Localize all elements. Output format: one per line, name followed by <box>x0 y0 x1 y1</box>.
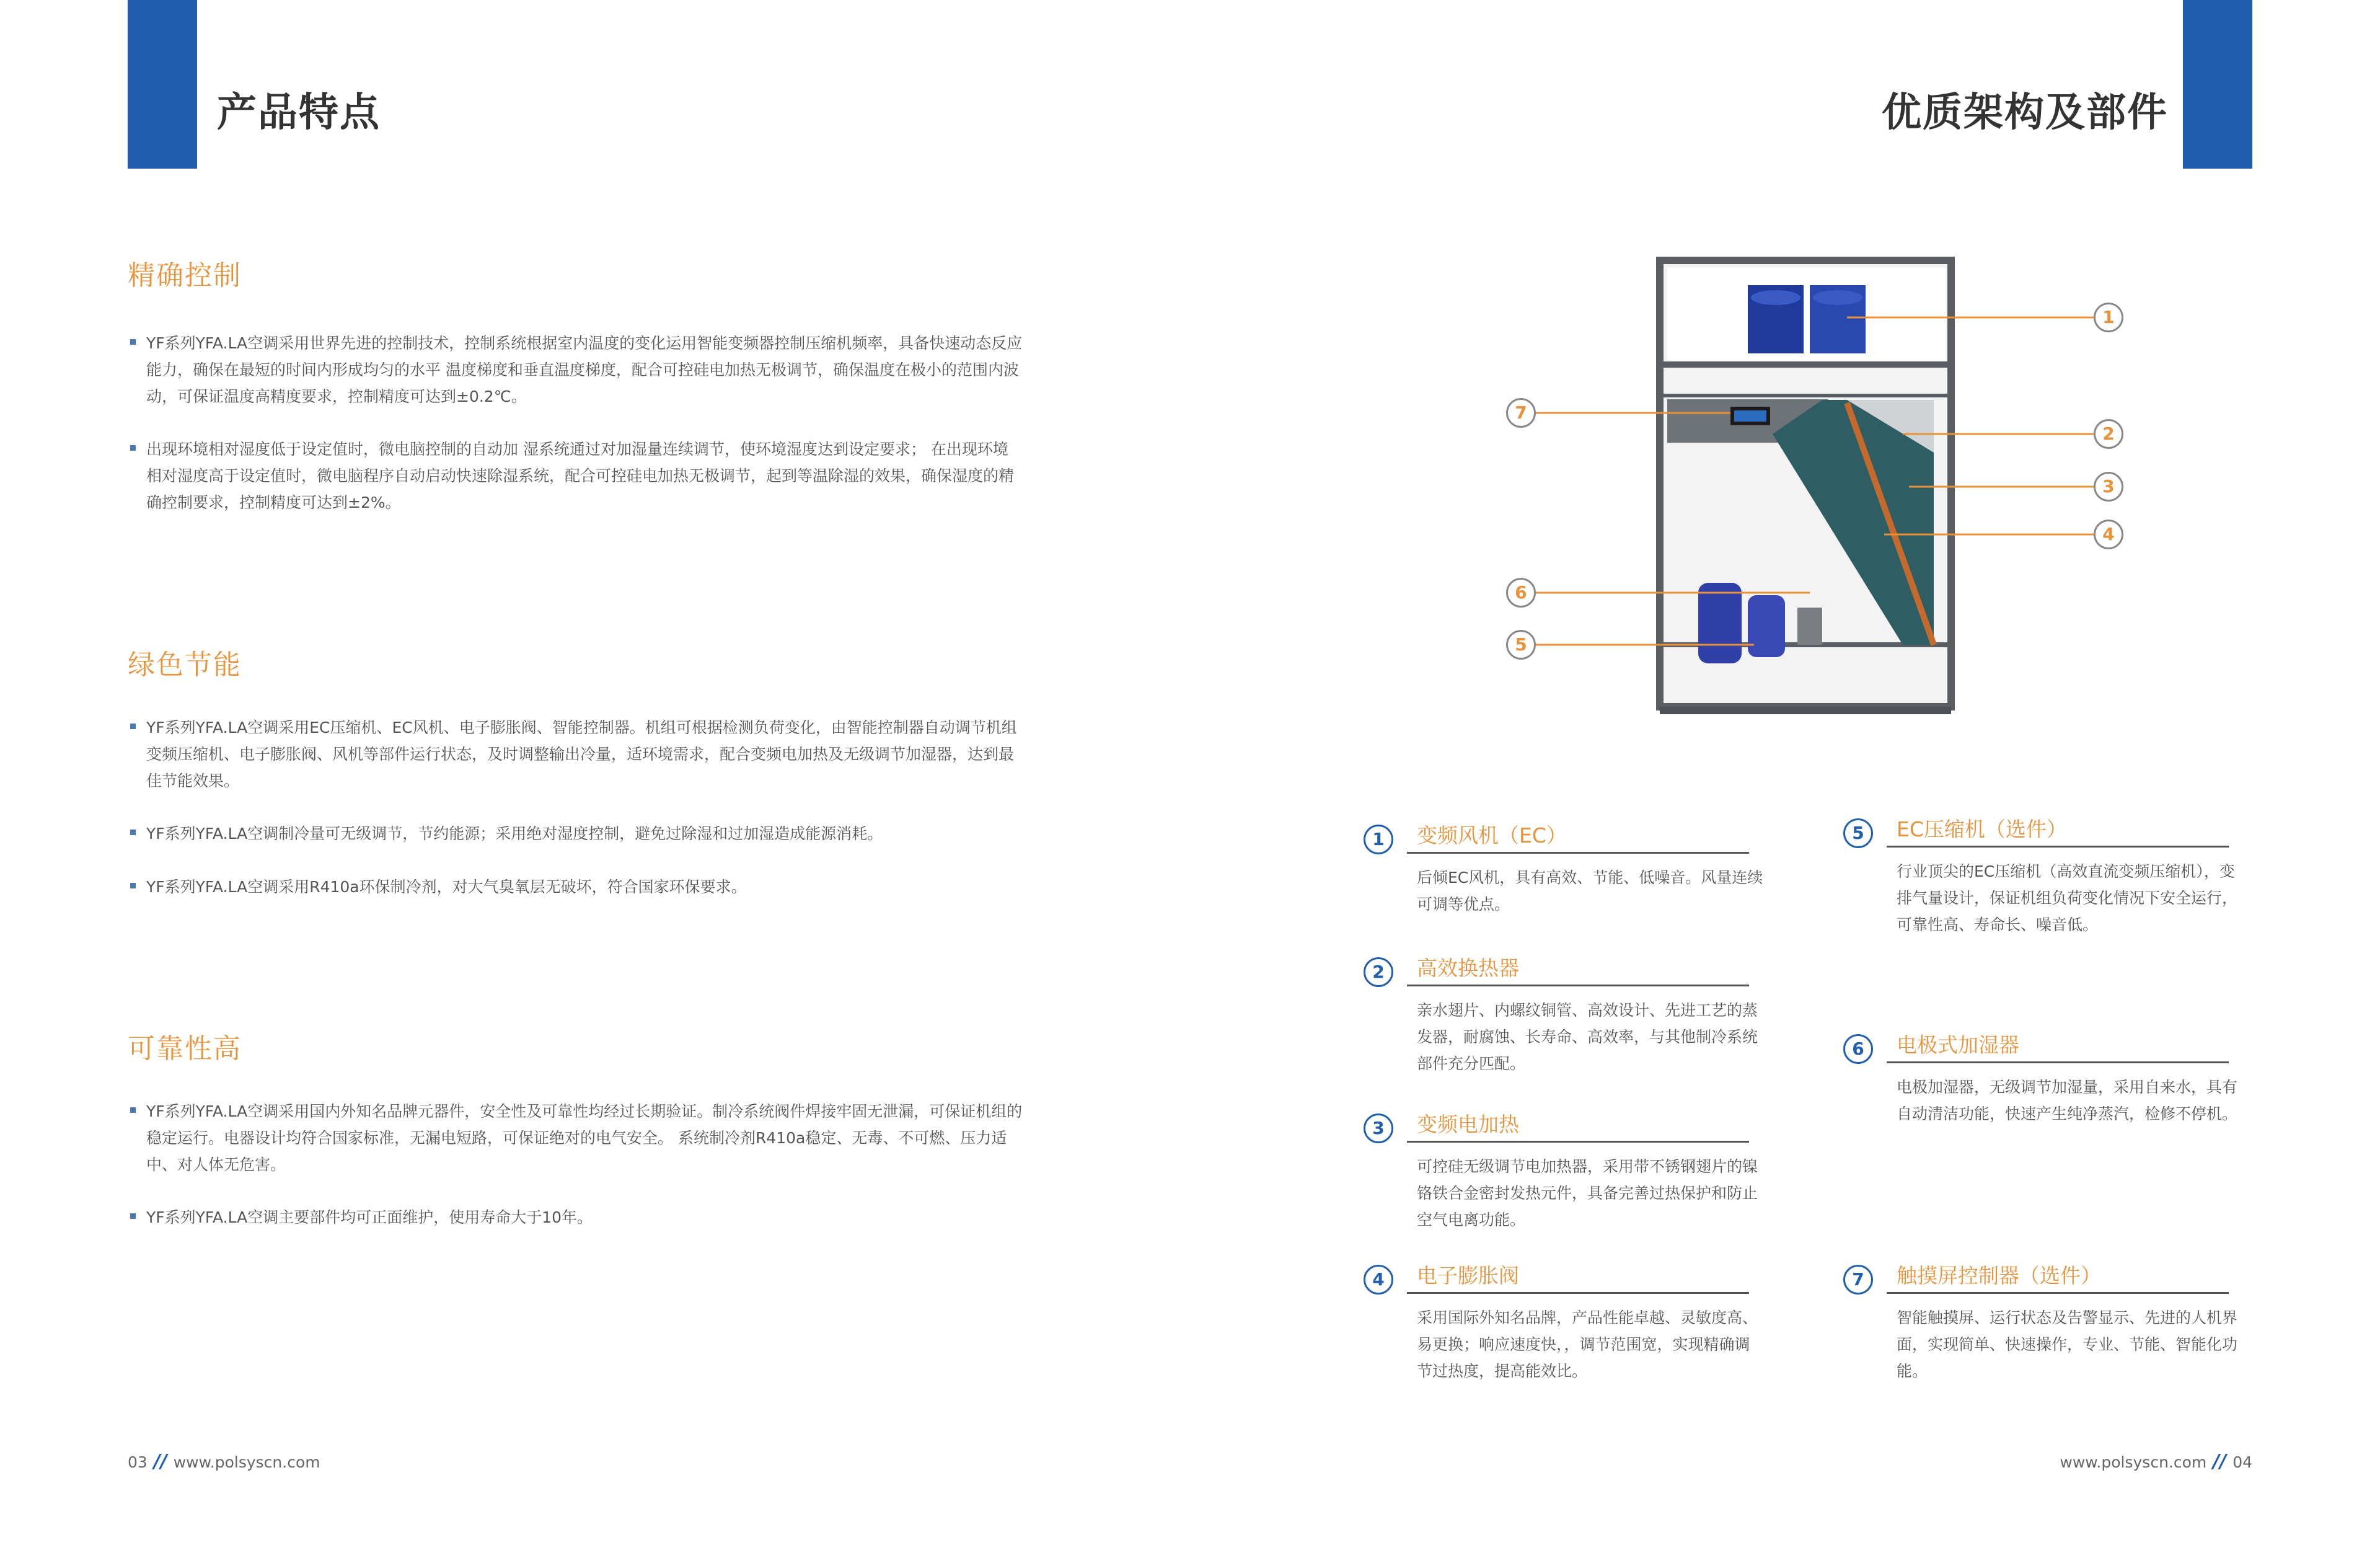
left-footer <box>128 1451 320 1472</box>
left-page-title: 产品特点 <box>217 90 381 136</box>
number-3-icon: 3 <box>1364 1113 1393 1143</box>
number-5-icon: 5 <box>1843 818 1873 848</box>
number-1-icon: 1 <box>1364 825 1393 854</box>
callout-5: 5 <box>1506 630 1536 660</box>
paragraph: YF系列YFA.LA空调采用EC压缩机、EC风机、电子膨胀阀、智能控制器。机组可根据检测负荷变化，由智能控制器自动调节机组变频压缩机、电子膨胀阀、风机等部件运行状态，及时调整输出冷量，适环境需求，配合变频电加热及无级调节加湿器，达到最佳节能效果。 <box>130 714 1023 794</box>
paragraph: YF系列YFA.LA空调制冷量可无级调节，节约能源；采用绝对湿度控制，避免过除湿和过加湿造成能源消耗。 <box>130 820 1023 847</box>
feature-title: 电子膨胀阀 <box>1417 1264 1519 1288</box>
paragraph: YF系列YFA.LA空调采用R410a环保制冷剂，对大气臭氧层无破坏，符合国家环保要求。 <box>130 874 1023 900</box>
feature-title: EC压缩机（选件） <box>1897 817 2067 841</box>
divider <box>1407 1141 1749 1143</box>
left-blue-tab <box>128 0 197 169</box>
feature-desc: 可控硅无级调节电加热器，采用带不锈钢翅片的镍铬铁合金密封发热元件，具备完善过热保护和防止空气电离功能。 <box>1417 1158 1758 1229</box>
page-number: 03 <box>128 1453 148 1471</box>
footer-url[interactable]: www.polsyscn.com <box>2060 1453 2207 1471</box>
feature-title: 触摸屏控制器（选件） <box>1897 1264 2101 1288</box>
feature-desc: 智能触摸屏、运行状态及告警显示、先进的人机界面，实现简单、快速操作，专业、节能、智能化功能。 <box>1897 1309 2238 1380</box>
bullet-icon <box>130 339 136 345</box>
right-blue-tab <box>2183 0 2252 169</box>
bullet-icon <box>130 1107 136 1113</box>
paragraph: 出现环境相对湿度低于设定值时，微电脑控制的自动加 湿系统通过对加湿量连续调节，使环境湿度达到设定要求； 在出现环境相对湿度高于设定值时，微电脑程序自动启动快速除湿系统，配合可控硅电加热无极调节，起到等温除湿的效果，确保湿度的精确控制要求，控制精度可达到±2%。 <box>130 436 1023 516</box>
air-conditioner-illustration <box>1475 248 2157 732</box>
divider <box>1407 1292 1749 1294</box>
section-title-precise-control: 精确控制 <box>128 260 242 291</box>
bullet-icon <box>130 830 136 835</box>
machine-svg <box>1475 248 2157 732</box>
feature-desc: 后倾EC风机，具有高效、节能、低噪音。风量连续可调等优点。 <box>1417 869 1763 913</box>
feature-desc: 采用国际外知名品牌，产品性能卓越、灵敏度高、易更换；响应速度快，，调节范围宽，实现精确调节过热度，提高能效比。 <box>1417 1309 1758 1380</box>
divider <box>1407 985 1749 986</box>
paragraph: YF系列YFA.LA空调采用国内外知名品牌元器件，安全性及可靠性均经过长期验证。制冷系统阀件焊接牢固无泄漏，可保证机组的稳定运行。电器设计均符合国家标准，无漏电短路，可保证绝对的电气安全。 系统制冷剂R410a稳定、无毒、不可燃、压力适中、对人体无危害。 <box>130 1098 1023 1178</box>
feature-title: 高效换热器 <box>1417 956 1519 980</box>
section-title-reliability: 可靠性高 <box>128 1033 242 1065</box>
right-footer <box>2060 1451 2252 1472</box>
divider <box>1887 1292 2229 1294</box>
feature-desc: 电极加湿器，无级调节加湿量，采用自来水，具有自动清洁功能，快速产生纯净蒸汽，检修不停机。 <box>1897 1078 2238 1123</box>
divider <box>1407 852 1749 854</box>
callout-4: 4 <box>2094 520 2123 549</box>
paragraph: YF系列YFA.LA空调采用世界先进的控制技术，控制系统根据室内温度的变化运用智能变频器控制压缩机频率，具备快速动态反应能力，确保在最短的时间内形成均匀的水平 温度梯度和垂直温度梯度，配合可控硅电加热无极调节，确保温度在极小的范围内波动，可保证温度高精度要求，控制精度可达到±0.2℃。 <box>130 330 1023 410</box>
bullet-icon <box>130 883 136 888</box>
callout-2: 2 <box>2094 419 2123 449</box>
feature-desc: 亲水翅片、内螺纹铜管、高效设计、先进工艺的蒸发器，耐腐蚀、长寿命、高效率，与其他制冷系统部件充分匹配。 <box>1417 1001 1758 1073</box>
number-4-icon: 4 <box>1364 1265 1393 1295</box>
number-2-icon: 2 <box>1364 957 1393 987</box>
callout-3: 3 <box>2094 472 2123 502</box>
divider <box>1887 1061 2229 1063</box>
bullet-icon <box>130 1213 136 1219</box>
feature-desc: 行业顶尖的EC压缩机（高效直流变频压缩机），变排气量设计，保证机组负荷变化情况下安全运行，可靠性高、寿命长、噪音低。 <box>1897 862 2238 934</box>
page-number: 04 <box>2232 1453 2252 1471</box>
callout-1: 1 <box>2094 303 2123 332</box>
section-title-green-energy: 绿色节能 <box>128 649 242 681</box>
divider <box>1887 846 2229 848</box>
slash-icon: // <box>153 1451 167 1472</box>
callout-7: 7 <box>1506 398 1536 428</box>
bullet-icon <box>130 445 136 451</box>
slash-icon: // <box>2213 1451 2227 1472</box>
feature-title: 变频电加热 <box>1417 1112 1519 1136</box>
bullet-icon <box>130 724 136 729</box>
number-6-icon: 6 <box>1843 1034 1873 1064</box>
paragraph: YF系列YFA.LA空调主要部件均可正面维护，使用寿命大于10年。 <box>130 1204 1023 1231</box>
callout-6: 6 <box>1506 578 1536 608</box>
feature-title: 变频风机（EC） <box>1417 823 1567 848</box>
right-page-title: 优质架构及部件 <box>1882 90 2168 136</box>
number-7-icon: 7 <box>1843 1265 1873 1295</box>
feature-title: 电极式加湿器 <box>1897 1033 2019 1057</box>
footer-url[interactable]: www.polsyscn.com <box>173 1453 320 1471</box>
